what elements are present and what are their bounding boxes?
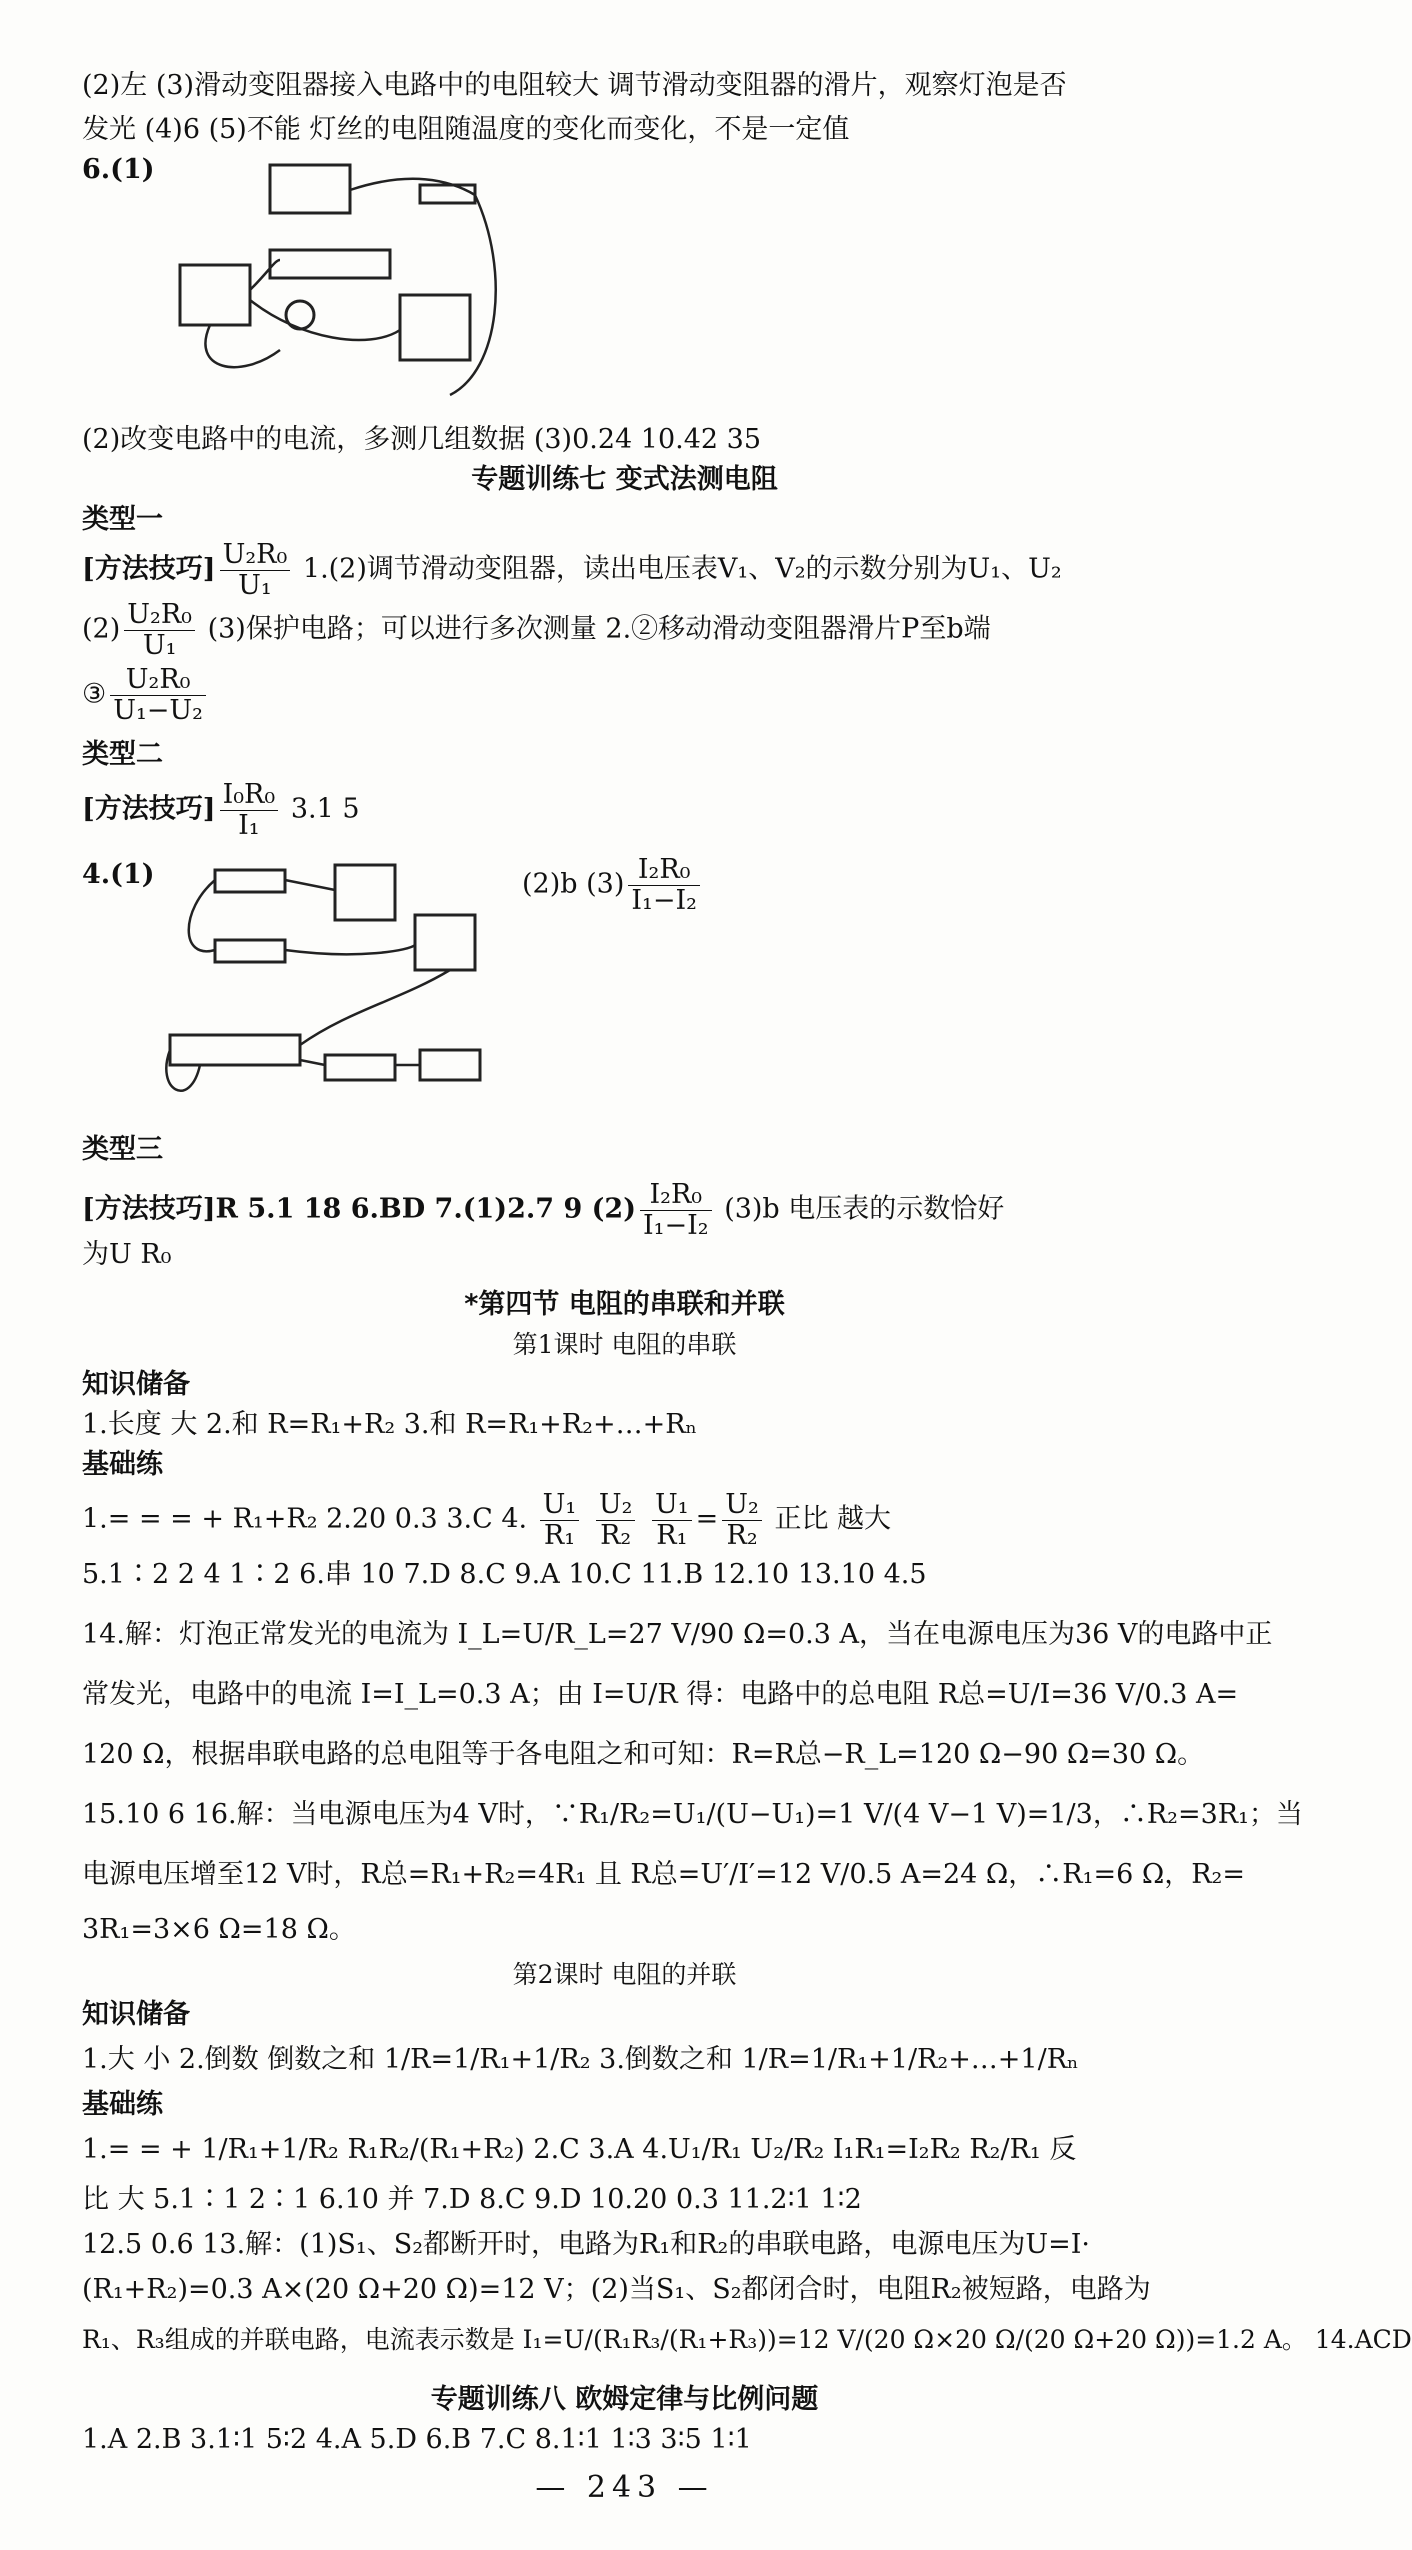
question-label: 6.(1) <box>82 154 155 185</box>
circuit-diagram-2 <box>160 850 500 1120</box>
subsection-title: 第1课时 电阻的串联 <box>512 1330 737 1359</box>
heading: 类型三 <box>82 1134 163 1165</box>
text-line: 发光 (4)6 (5)不能 灯丝的电阻随温度的变化而变化，不是一定值 <box>82 114 850 145</box>
section-title: 专题训练八 欧姆定律与比例问题 <box>430 2384 819 2415</box>
text-line: 5.1∶2 2 4 1∶2 6.串 10 7.D 8.C 9.A 10.C 11.B 12.10 13.10 4.5 <box>82 1559 927 1590</box>
text-line: 常发光，电路中的电流 I=I_L=0.3 A；由 I=U/R 得：电路中的总电阻 R总=U/I=36 V/0.3 A= <box>82 1679 1239 1710</box>
text-line: 1.= = + 1/R₁+1/R₂ R₁R₂/(R₁+R₂) 2.C 3.A 4.U₁/R₁ U₂/R₂ I₁R₁=I₂R₂ R₂/R₁ 反 <box>82 2134 1077 2165</box>
text-line: 比 大 5.1∶1 2∶1 6.10 并 7.D 8.C 9.D 10.20 0.3 11.2∶1 1∶2 <box>82 2184 862 2215</box>
heading: 知识储备 <box>82 1369 190 1400</box>
subsection-title: 第2课时 电阻的并联 <box>512 1960 737 1989</box>
heading: 类型一 <box>82 504 163 535</box>
section-title: *第四节 电阻的串联和并联 <box>464 1289 785 1320</box>
heading: 基础练 <box>82 1449 163 1480</box>
text-line: 120 Ω，根据串联电路的总电阻等于各电阻之和可知：R=R总−R_L=120 Ω−90 Ω=30 Ω。 <box>82 1739 1205 1770</box>
text-line: 1.大 小 2.倒数 倒数之和 1/R=1/R₁+1/R₂ 3.倒数之和 1/R=1/R₁+1/R₂+…+1/Rₙ <box>82 2044 1079 2075</box>
text-line: [方法技巧]R 5.1 18 6.BD 7.(1)2.7 9 (2) $\frac{\text{I₂R₀}}{\text{I₁−I₂}}$ (3)b 电压表的示数恰好 <box>82 1179 1005 1241</box>
text-line: 为U R₀ <box>82 1239 172 1270</box>
text-line: 4.(1) (2)b (3) $\frac{\text{I₂R₀}}{\text{I₁−I₂}}$ <box>82 855 1209 895</box>
text-line: 3R₁=3×6 Ω=18 Ω。 <box>82 1914 356 1945</box>
text-line: 14.解：灯泡正常发光的电流为 I_L=U/R_L=27 V/90 Ω=0.3 A，当在电源电压为36 V的电路中正 <box>82 1619 1273 1650</box>
text-line: [方法技巧] $\frac{\text{U₂R₀}}{\text{U₁}}$ 1.(2)调节滑动变阻器，读出电压表V₁、V₂的示数分别为U₁、U₂ <box>82 539 1062 601</box>
section-title: 专题训练七 变式法测电阻 <box>471 464 778 495</box>
text-line: [方法技巧] $\frac{\text{I₀R₀}}{\text{I₁}}$ 3.1 5 <box>82 779 360 841</box>
circuit-diagram-1 <box>150 150 510 400</box>
text-line: (2)左 (3)滑动变阻器接入电路中的电阻较大 调节滑动变阻器的滑片，观察灯泡是否 <box>82 70 1067 101</box>
text-line: (2)改变电路中的电流，多测几组数据 (3)0.24 10.42 35 <box>82 424 762 455</box>
text-line: 1.长度 大 2.和 R=R₁+R₂ 3.和 R=R₁+R₂+…+Rₙ <box>82 1409 698 1440</box>
heading: 基础练 <box>82 2089 163 2120</box>
heading: 类型二 <box>82 739 163 770</box>
text-line: 1.= = = + R₁+R₂ 2.20 0.3 3.C 4. $\frac{\text{U₁}}{\text{R₁}}$ $\frac{\text{U₂}}{\text{R₂}}$ $\frac{\text{U₁}}{\text{R₁}}$ = $\frac{\text{U₂}}{\text{R₂}}$ 正比 越大 <box>82 1489 892 1551</box>
text-line: ③ $\frac{\text{U₂R₀}}{\text{U₁−U₂}}$ <box>82 665 1209 725</box>
text-line: 15.10 6 16.解：当电源电压为4 V时，∵R₁/R₂=U₁/(U−U₁)=1 V/(4 V−1 V)=1/3，∴R₂=3R₁；当 <box>82 1799 1303 1830</box>
page-number: — 243 — <box>535 2470 714 2505</box>
text-line: 12.5 0.6 13.解：(1)S₁、S₂都断开时，电路为R₁和R₂的串联电路，电源电压为U=I· <box>82 2229 1090 2260</box>
heading: 知识储备 <box>82 1999 190 2030</box>
text-line: 电源电压增至12 V时，R总=R₁+R₂=4R₁ 且 R总=U′/I′=12 V/0.5 A=24 Ω，∴R₁=6 Ω，R₂= <box>82 1859 1245 1890</box>
text-line: (2) $\frac{\text{U₂R₀}}{\text{U₁}}$ (3)保护电路；可以进行多次测量 2.②移动滑动变阻器滑片P至b端 <box>82 599 991 661</box>
text-line: (R₁+R₂)=0.3 A×(20 Ω+20 Ω)=12 V；(2)当S₁、S₂都闭合时，电阻R₂被短路，电路为 <box>82 2274 1151 2305</box>
text-line: R₁、R₃组成的并联电路，电流表示数是 I₁=U/(R₁R₃/(R₁+R₃))=12 V/(20 Ω×20 Ω/(20 Ω+20 Ω))=1.2 A。 14.ACD <box>82 2325 1412 2354</box>
text-line: 1.A 2.B 3.1∶1 5∶2 4.A 5.D 6.B 7.C 8.1∶1 1∶3 3∶5 1∶1 <box>82 2424 752 2455</box>
